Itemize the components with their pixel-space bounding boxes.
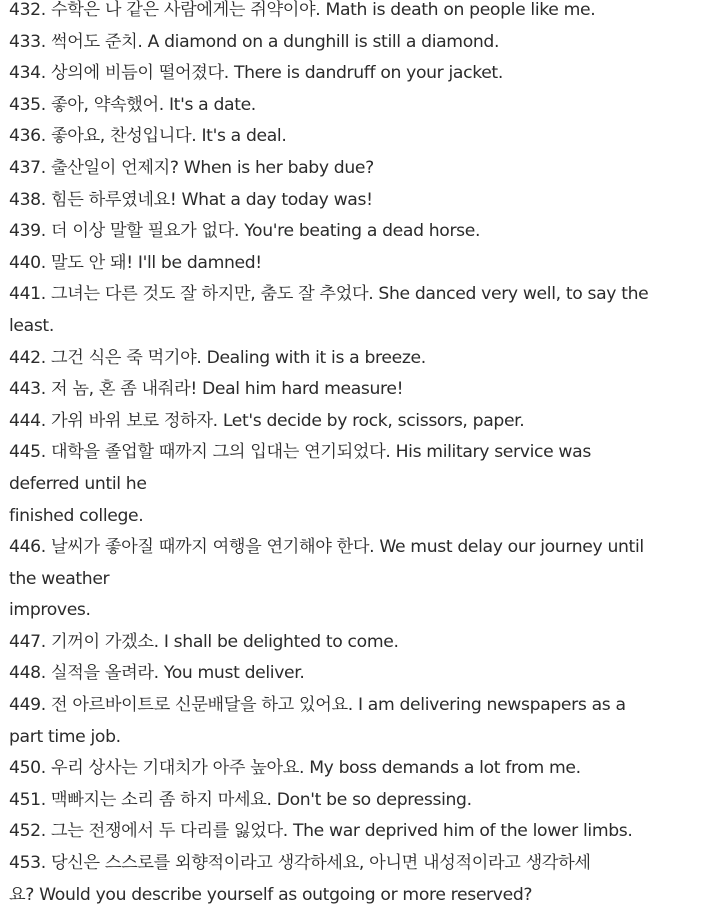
text-line: 452. 그는 전쟁에서 두 다리를 잃었다. The war deprived him of the lower limbs. xyxy=(9,821,633,842)
text-line: 445. 대학을 졸업할 때까지 그의 입대는 연기되었다. His military service was xyxy=(9,442,591,463)
text-line: 447. 기꺼이 가겠소. I shall be delighted to come. xyxy=(9,631,399,652)
text-line: least. xyxy=(9,315,54,336)
text-line: the weather xyxy=(9,568,110,589)
text-line: 436. 좋아요, 찬성입니다. It's a deal. xyxy=(9,126,287,147)
text-line: 451. 맥빠지는 소리 좀 하지 마세요. Don't be so depressing. xyxy=(9,789,472,810)
text-line: 453. 당신은 스스로를 외향적이라고 생각하세요, 아니면 내성적이라고 생각하세 xyxy=(9,853,591,874)
text-line: 443. 저 놈, 혼 좀 내줘라! Deal him hard measure! xyxy=(9,379,404,400)
text-line: 435. 좋아, 약속했어. It's a date. xyxy=(9,94,256,115)
text-line: 449. 전 아르바이트로 신문배달을 하고 있어요. I am delivering newspapers as a xyxy=(9,695,626,716)
text-line: 442. 그건 식은 죽 먹기야. Dealing with it is a breeze. xyxy=(9,347,426,368)
text-line: 446. 날씨가 좋아질 때까지 여행을 연기해야 한다. We must delay our journey until xyxy=(9,537,644,558)
text-line: 444. 가위 바위 보로 정하자. Let's decide by rock, scissors, paper. xyxy=(9,410,525,431)
text-line: improves. xyxy=(9,600,91,621)
text-line: 450. 우리 상사는 기대치가 아주 높아요. My boss demands a lot from me. xyxy=(9,758,581,779)
text-line: finished college. xyxy=(9,505,144,526)
text-line: 441. 그녀는 다른 것도 잘 하지만, 춤도 잘 추었다. She danced very well, to say the xyxy=(9,284,649,305)
text-line: 437. 출산일이 언제지? When is her baby due? xyxy=(9,157,374,178)
text-line: 438. 힘든 하루였네요! What a day today was! xyxy=(9,189,373,210)
text-line: 448. 실적을 올려라. You must deliver. xyxy=(9,663,305,684)
text-line: 439. 더 이상 말할 필요가 없다. You're beating a dead horse. xyxy=(9,221,481,242)
text-line: 440. 말도 안 돼! I'll be damned! xyxy=(9,252,262,273)
text-line: part time job. xyxy=(9,726,121,747)
text-line: 434. 상의에 비듬이 떨어졌다. There is dandruff on your jacket. xyxy=(9,63,503,84)
text-line: 요? Would you describe yourself as outgoing or more reserved? xyxy=(9,884,533,905)
text-line: 433. 썩어도 준치. A diamond on a dunghill is still a diamond. xyxy=(9,31,500,52)
text-line: 432. 수학은 나 같은 사람에게는 쥐약이야. Math is death on people like me. xyxy=(9,0,596,20)
text-line: deferred until he xyxy=(9,473,147,494)
